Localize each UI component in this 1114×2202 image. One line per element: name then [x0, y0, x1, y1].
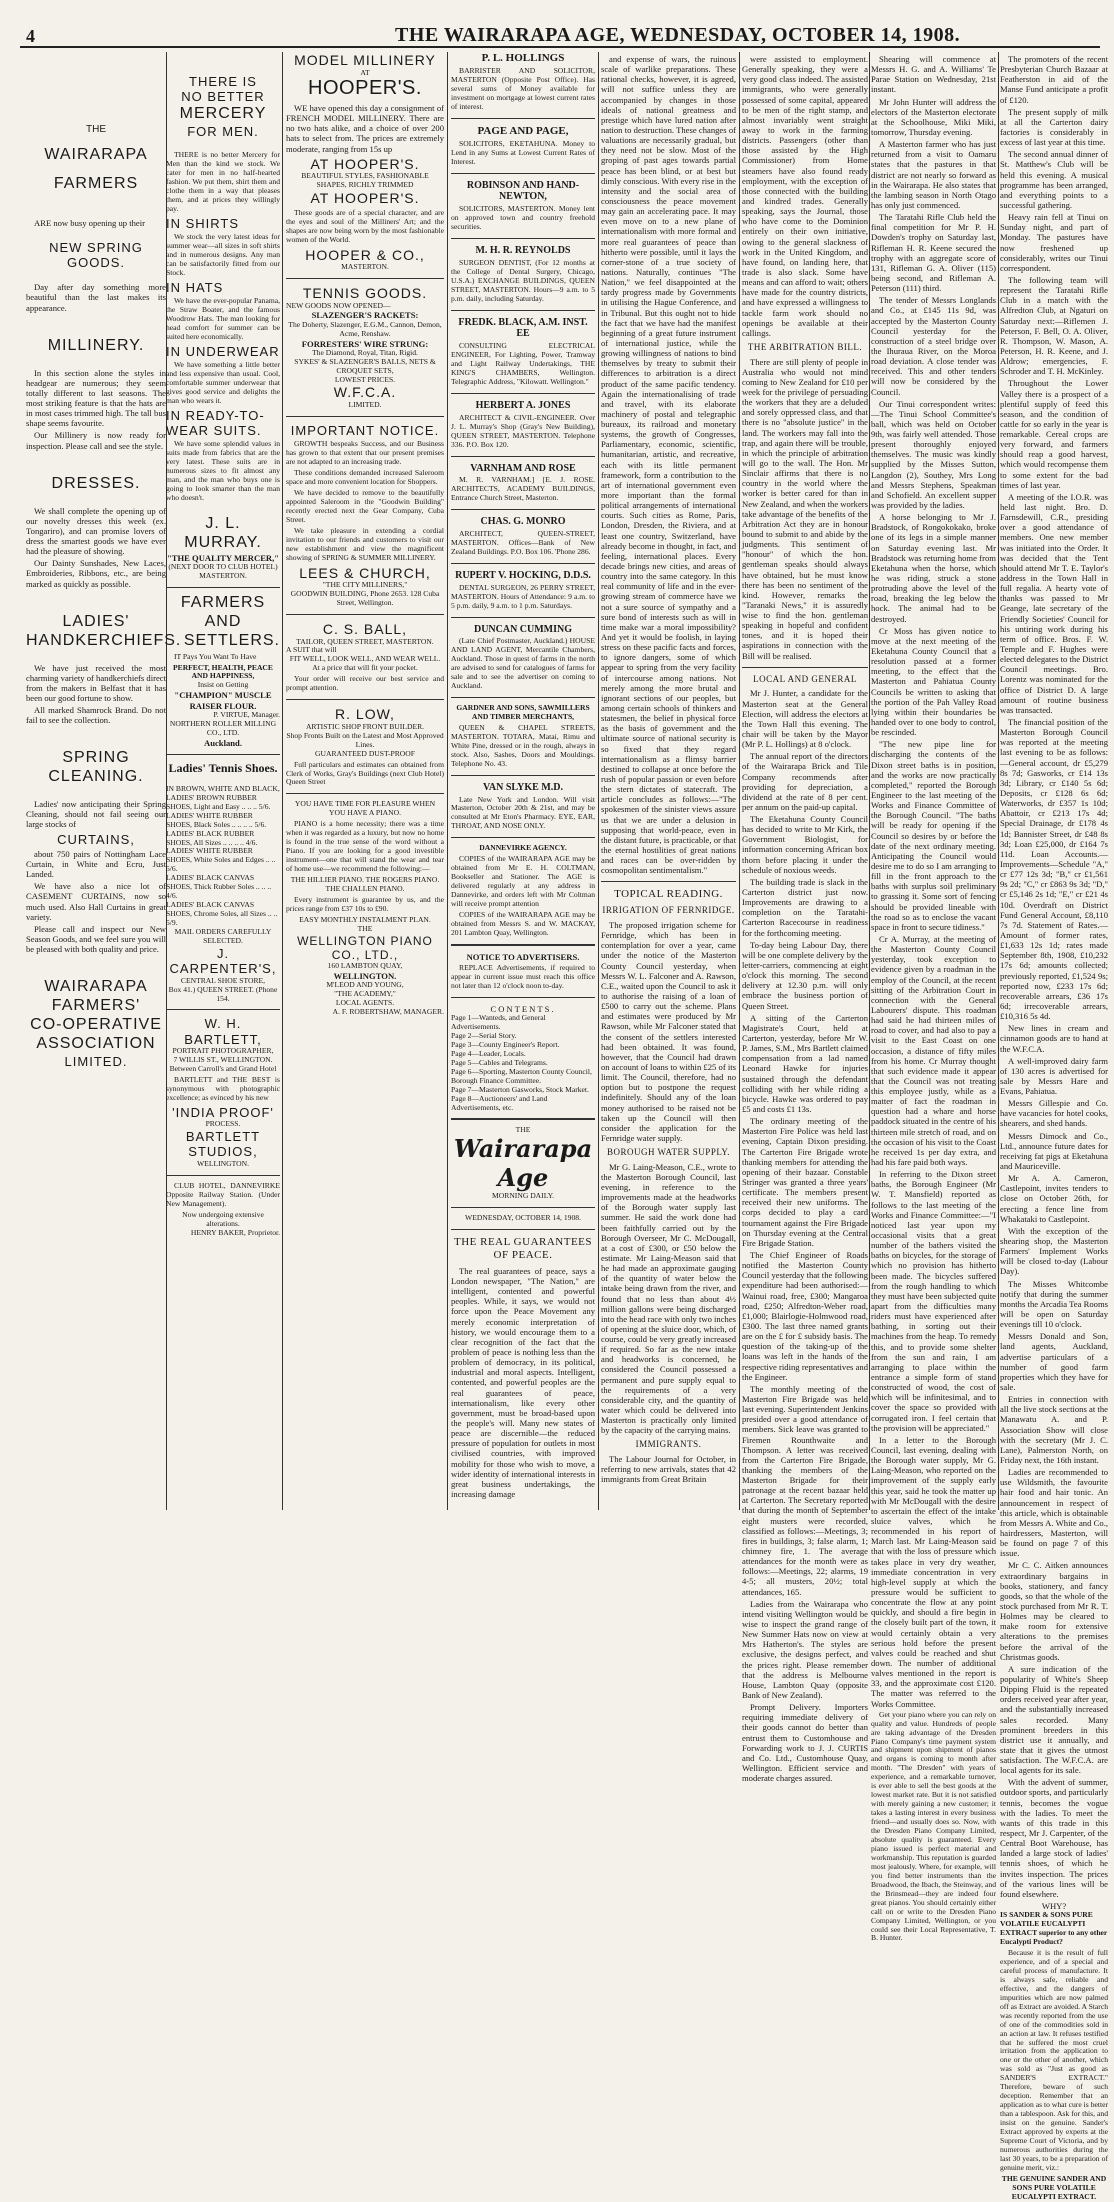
news-item: Mr C. C. Aitken announces extraordinary bargains in books, stationery, and fancy goods, so that the whole of the stock purchased from Mr R. T. Holmes may be cleared to make room for extensive alterations to the premises before the arrival of the Christmas goods. [1000, 1560, 1108, 1662]
advert-text: IT Pays You Want To Have [174, 651, 257, 661]
advert-text: LIMITED. [348, 399, 382, 409]
advert-subheading: FORRESTERS' WIRE STRUNG: [301, 338, 429, 349]
section-heading-spring-cleaning: SPRING CLEANING. [48, 749, 144, 786]
column-mercery-adverts [166, 52, 280, 1512]
advert-text: Day after day something more beautiful than the last makes its appearance. [26, 282, 166, 313]
news-item: Cr Moss has given notice to move at the next meeting of the Eketahuna County Council that a resolution passed at a former meeting, to the effect that the Masterton and Pahiatua County Councils be written to asking that the portion of the Pah Valley Road lying within their boundaries be handed over to one body to control, be rescinded. [871, 625, 996, 738]
article-headline: THE ARBITRATION BILL. [747, 341, 863, 352]
advert-heading: MERCERY [179, 104, 267, 122]
advert-text: We have the ever-popular Panama, the Straw Boater, and the famous Woodrow Hats. The man looking for head comfort for summer can be suited here economically. [166, 295, 280, 341]
signature-line: LIMITED. [64, 1053, 128, 1069]
advert-subheading: IN READY-TO-WEAR SUITS. [166, 407, 265, 439]
news-item: The present supply of milk at all the Carterton dairy factories is considerably in excess of last year at this time. [1000, 106, 1108, 148]
card-text: (Late Chief Postmaster, Auckland.) HOUSE AND LAND AGENT, Mercantile Chambers, Auckland. Those in quest of farms in the north are advised to send for catalogues of farms for sale and to see the advertiser on coming to Auckland. [451, 636, 595, 691]
news-item: In referring to the Dixon street baths, the Borough Engineer (Mr W. T. Mansfield) reported as follows to the last meeting of the Works and Finance Committee:—"I noticed last year upon my occasional visits that a great number of the bathers visited the baths on bicycles, for the storage of which no provision has hitherto been made. The bicycles suffered from the rough handling to which they must have been subjected quite apart from the difficulties many riders must have experienced after bathing, in sorting out their machines from the heap. To remedy this, and to provide some shelter from the sun and rain, I am arranging to place within the entrance a simple form of stand constructed of wood, the cost of which will be infinitesimal, and to cover the space so provided with corrugated iron. I feel certain that the provision will be appreciated." [871, 1169, 996, 1433]
card-heading: M. H. R. REYNOLDS [475, 245, 571, 257]
card-heading: DANNEVIRKE AGENCY. [479, 843, 567, 853]
advertiser-name: C. S. BALL, [322, 621, 408, 638]
advert-text: WELLINGTON. [197, 1158, 249, 1168]
advert-heading: IMPORTANT NOTICE. [290, 422, 440, 438]
advert-text: All marked Shamrock Brand. Do not fail to see the collection. [26, 705, 166, 726]
advert-text: In this section alone the styles in headgear are numerous; they seem totally different to last seasons. The most striking feature is that the hats are in most cases trimmed high. The tall bus shape seems favourite. [26, 367, 166, 429]
news-item: Get your piano where you can rely on quality and value. Hundreds of people are taking advantage of the Dresden Piano Company's time payment system and shipment upon shipment of pianos and organs is coming to month after month. "The Dresden" with years of experience, and a remarkable turnover, is ever able to sell the best goods at the lowest market rate. But it is not satisfied with merely gaining a new customer; it takes a lasting interest in every business friend—and usually does so. Now, with the Dresden Piano Company Limited, absolute quality is guaranteed. Every piano issued is perfect material and workmanship. This reputation is guarded most jealously. Where, for example, will you find better instruments than the Broadwood, the Ibach, the Steinway, and the Brinsmead—they are indeed four great pianos. You should certainly either call on or write to the Dresden Piano Company Limited, Wellington, or you could see their Local Representative, T. B. Hunter. [871, 1709, 996, 1943]
advert-subheading: IN SHIRTS [166, 215, 240, 231]
advert-subheading: SLAZENGER'S RACKETS: [311, 310, 419, 321]
news-item: Mr J. Hunter, a candidate for the Masterton seat at the General Election, will address the electors at the Town Hall this evening. The chair will be taken by the Mayor (Mr P. L. Hollings) at 8 o'clock. [742, 688, 868, 750]
news-item: The annual report of the directors of the Wairarapa Brick and Tile Company recommends after providing for depreciation, a dividend at the rate of 8 per cent. per annum on the paid-up capital. [742, 751, 868, 812]
card-heading: VAN SLYKE M.D. [482, 781, 564, 793]
notice-heading: NOTICE TO ADVERTISERS. [466, 951, 580, 962]
news-item: A meeting of the I.O.R. was held last night. Bro. D. Farnsdewill, C.R., presiding over a good attendance of members. One new member was initiated into the Order. It was decided that the Tent should attend Mr T. E. Taylor's address in the Town Hall in full regalia. A hearty vote of thanks was passed to Mr Geange, late secretary of the Friendly Societies' Council for his untiring work during his term of office. Bros. F. W. Temple and F. Hughes were elected delegates to the District Council meetings. Bro. Lorentz was nominated for the office of District D. A large amount of routine business was transacted. [1000, 491, 1108, 715]
advert-text: HENRY BAKER, Proprietor. [190, 1227, 280, 1237]
contents-item: Page 8—Auctioneers' and Land Advertisements, etc. [451, 1093, 548, 1112]
news-item: A well-improved dairy farm of 130 acres is advertised for sale by Messrs Hare and Evans, Pahiatua. [1000, 1055, 1108, 1097]
masthead-rule [20, 46, 1100, 48]
section-heading-ladies: LADIES' [62, 612, 130, 630]
advert-text: Because it is the result of full experience, and of a special and careful process of manufacture. It is always safe, reliable and effective, and the dangers of impurities which are now palmed off as Extract are avoided. A Starch was recently reported from the use of one of the commodities sold in an action at law. It refuses testified that he suffered the most cruel irritation from the application to one or the other of another, which was sold as "Just as good as SANDER'S EXTRACT." Therefore, beware of such deception. Remember that an application as to what cure is better than a tablespoon. Ask for this, and insist on the genuine. Sander's Extract approved by experts at the Supreme Court of Victoria, and by numerous authorities during the last 30 years, to be a preparation of genuine merit, viz.: [1000, 1947, 1108, 2172]
news-item: Ladies are recommended to use Wildsmith, the favourite hair food and hair tonic. An announcement in respect of this article, which is obtainable from Messrs A. White and Co., hairdressers, Masterton, will be found on page 7 of this issue. [1000, 1467, 1108, 1559]
article-text: The proposed irrigation scheme for Fernridge, which has been in contemplation for over a year, came under the notice of the Masterton County Council yesterday, when Messrs W. L. Falconer and A. Rawson, C.E., waited upon the Council to ask it to authorise the raising of a loan of £500 to carry out the scheme. Plans and estimates were produced by Mr Rawson, while Mr Falconer stated that the consent of the settlers interested had been obtained. It was found, however, that the Council had drawn on account of loans to within £25 of its limit. The Council, therefore, had no option but to postpone the request indefinitely. Should any of the loan money authorised to be raised not be taken up the Council will then consider the application for the Fernridge water supply. [601, 919, 736, 1143]
advert-text: Shop Fronts Built on the Latest and Most Approved Lines. [286, 730, 444, 749]
advert-text: about 750 pairs of Nottingham Lace Curtain, in White and Ecru, Just Landed. [26, 848, 166, 880]
card-heading: VARNHAM AND ROSE [470, 462, 576, 474]
advert-heading: NO BETTER [181, 89, 265, 105]
advertiser-name: J. L. MURRAY. [184, 515, 262, 552]
advert-text: M'LEOD AND YOUNG, [326, 980, 404, 990]
advert-text: "THE CITY MILLINERS," [322, 580, 408, 590]
advert-text: AT [360, 67, 370, 77]
advert-text: THE HILLIER PIANO. THE ROGERS PIANO. THE CHALLEN PIANO. [290, 875, 440, 894]
advert-heading: STUDIOS, [188, 1144, 258, 1160]
advert-heading: WHY? [1041, 1901, 1067, 1912]
news-item: Ladies from the Wairarapa who intend visiting Wellington would be wise to inspect the grand range of New Summer Hats now on view at Mrs Hatherton's. The styles are exclusive, the designs perfect, and the prices right. Please remember that the address is Melbourne House, Lambton Quay (opposite Bank of New Zealand). [742, 1598, 868, 1701]
advert-text: We have just received the most charming variety of handkerchiefs direct from the makers in Belfast that it has been our good fortune to show. [26, 662, 166, 703]
news-item: In a letter to the Borough Council, last evening, dealing with the Borough water supply, Mr G. Laing-Meason, who reported on the improvement of the supply early this year, said he took the matter up with Mr McDougall with the desire to ascertain the effect of the intake sluice valves, which he recommended in his report of March last. Mr Laing-Meason said that with the loss of pressure which takes place in very dry weather, immediate concentration in very high-level supply at which the pressure would be sufficient to concentrate the flow at any point quickly, and should a fire begin in the closely built part of the town, it would certainly obtain a very serious hold before the present valves could be reached and shut down. The number of additional valves mentioned in the report is 33, and the approximate cost £120. The matter was referred to the Works Committee. [871, 1434, 996, 1709]
card-heading: GARDNER AND SONS, SAWMILLERS AND TIMBER MERCHANTS, [456, 703, 590, 721]
masthead [0, 0, 1114, 46]
section-heading-millinery: MILLINERY. [47, 336, 145, 354]
news-item: The building trade is slack in the Carterton district just now. Improvements are drawing to a completion on the Taratahi-Carterton Racecourse in readiness for the forthcoming meeting. [742, 876, 868, 938]
notice-text: REPLACE Advertisements, if required to appear in current issue must reach this office not later than 12 o'clock noon to-day. [451, 962, 595, 990]
advert-text: The Diamond, Royal, Titan, Rigid. [312, 347, 418, 357]
advert-text: THE GENUINE SANDER AND SONS PURE VOLATILE EUCALYPTI EXTRACT. [1001, 2173, 1107, 2201]
advert-text: Full particulars and estimates can obtained from Clerk of Works, Gray's Buildings (next Club Hotel) Queen Street [286, 759, 444, 787]
column-professional-cards [451, 52, 595, 1512]
card-text: QUEEN & CHAPEL STREETS, MASTERTON. TOTARA, Matai, Rimu and White Pine, dressed or in the rough, always in stock. Also, Sashes, Doors and Mouldings. Telephone No. 43. [451, 722, 595, 768]
news-item: New lines in cream and cinnamon goods are to hand at the W.F.C.A. [1000, 1023, 1108, 1054]
advert-heading: THE [86, 124, 106, 135]
advert-text: P. VIRTUE, Manager. [213, 709, 280, 719]
advert-heading: TENNIS GOODS. [302, 284, 428, 301]
advert-text: Our Millinery is now ready for inspection. Please call and see the style. [26, 430, 166, 451]
advert-heading: MODEL MILLINERY [294, 52, 436, 68]
column-divider [447, 52, 448, 1510]
shoe-price-line: LADIES' WHITE RUBBER SHOES, Black Soles .. .. .. .. 5/6. [166, 810, 267, 829]
news-item: Entries in connection with all the live stock sections at the Manawatu A. and P. Association Show will close with the secretary (Mr J. C. Lane), Palmerston North, on Friday next, the 16th instant. [1000, 1394, 1108, 1465]
advert-text: At a price that will fit your pocket. [312, 663, 418, 673]
card-text: Late New York and London. Will visit Masterton, October 20th & 21st, and may be consulted at Mr Eton's Pharmacy. EYE, EAR, THROAT, AND NOSE ONLY. [451, 794, 595, 831]
shoe-price-line: LADIES' BLACK CANVAS SHOES, Thick Rubber Soles .. .. .. 4/6. [166, 873, 272, 901]
column-hoopers-adverts [286, 52, 444, 1512]
news-item: A sure indication of the popularity of White's Sheep Dipping Fluid is the repeated orders received year after year, and the substantially increased sales recorded. Many prominent breeders in this district use it annually, and state that it gives the utmost satisfaction. The W.F.C.A. are local agents for its sale. [1000, 1663, 1108, 1776]
nameplate: Wairarapa Age [453, 1134, 593, 1192]
shoe-price-line: LADIES' BLACK CANVAS SHOES, Chrome Soles, all Sizes .. .. 5/9. [166, 900, 278, 928]
advert-text: Your order will receive our best service and prompt attention. [286, 674, 444, 693]
advert-subheading: IS SANDER & SONS PURE VOLATILE EUCALYPTI EXTRACT superior to any other Eucalypti Product? [1000, 1910, 1108, 1947]
advert-subheading: IN HATS [166, 279, 224, 295]
article-text: Mr G. Laing-Meason, C.E., wrote to the Masterton Borough Council, last evening, in reference to the improvements made at the headworks of the Borough water supply last summer. He said the work done had been faithfully carried out by the Borough Overseer, Mr C. McDougall, at a cost of £300, or £50 below the estimate. Mr Laing-Meason said that he had made an approximate gauging of the quantity of water below the intake being drawn from the river, and found that no less than about 4½ million gallons were being discharged into the head race with only two inches of opening at the sluice door, which, of course, could be very greatly increased if required. So far as the new intake and headworks is concerned, he considered the Council possessed a permanent and pure supply equal to the requirements of a very considerable city, and the quantity of water which could be delivered into Masterton is practically only limited by the capacity of the carrying mains. [601, 1161, 736, 1436]
card-text: CONSULTING ELECTRICAL ENGINEER, For Lighting, Power, Tramway and Light Railway Undertakings, THE KING'S CHAMBERS, Wellington. Telegraphic Address, "Kilowatt. Wellington." [451, 341, 595, 386]
advertiser-name: R. LOW, [335, 706, 395, 723]
article-headline: IRRIGATION OF FERNRIDGE. [602, 905, 735, 916]
advertiser-name: W. H. BARTLETT, [184, 1016, 262, 1047]
column-local-news-2 [871, 52, 996, 1943]
advert-text: Now undergoing extensive alterations. [182, 1209, 264, 1228]
news-item: Our Tinui correspondent writes:—The Tinui School Committee's ball, which was held on October 9th, was fairly well attended. Those present thoroughly enjoyed themselves. The music was kindly supplied by the Misses Sutton, Langdon (2), Southey, Mrs Long and Messrs Stephens, Speakman and Schofield. An excellent supper was provided by the ladies. [871, 398, 996, 511]
shoe-price-line: LADIES' BLACK RUBBER SHOES, All Sizes .. .. .. .. 4/6. [166, 828, 258, 847]
news-item: The following team will represent the Taratahi Rifle Club in a match with the Alfredton Club, at Ngaturi on Saturday next:—Riflemen J. Peterson, F. Bell, O. A. Oliver, R. Thompson, W. Mason, A. Peterson, H. R. Keene, and J. Aldrow; emergencies, F. Schroder and T. H. McKinley. [1000, 274, 1108, 377]
news-item: Messrs Dimock and Co., Ltd., announce future dates for receiving fat pigs at Eketahuna and Mauriceville. [1000, 1130, 1108, 1172]
advertiser-name: WELLINGTON PIANO CO., LTD., [297, 933, 433, 962]
news-item: The Taratahi Rifle Club held the final competition for Mr P. H. Dowden's trophy on Saturday last, Rifleman H. R. Keene secured the trophy with an aggregate score of 131, Rifleman G. A. Oliver (115) being second, and Rifleman A. Peterson (111) third. [871, 212, 996, 294]
news-item: The Misses Whitcombe notify that during the summer months the Arcadia Tea Rooms will be open on Saturday evenings till 10 o'clock. [1000, 1278, 1108, 1330]
card-text: COPIES of the WAIRARAPA AGE may be obtained from Messrs S. and W. MACKAY, 201 Lambton Quay, Wellington. [451, 909, 595, 937]
advert-text: We have also a nice lot of CASEMENT CURTAINS, now so much used. Also Hall Curtains in great variety. [26, 881, 166, 922]
advert-text: Please call and inspect our New Season Goods, and we feel sure you will be pleased with both quality and price. [26, 923, 166, 955]
news-item: The ordinary meeting of the Masterton Fire Police was held last evening, Captain Dixon presiding. The Carterton Fire Brigade wrote thanking members for attending the opening of their bazaar. Constable Stringer was granted a three years' certificate. The members present received their new uniforms. The corps decided to play a card tournament against the Fire Brigade on Thursday evening at the Central Fire Brigade Station. [742, 1116, 868, 1248]
advert-text: GUARANTEED DUST-PROOF [315, 748, 415, 758]
contents-item: Page 4—Leader, Locals. [451, 1048, 526, 1058]
advert-heading: YOU HAVE TIME FOR PLEASURE WHEN YOU HAVE A PIANO. [294, 799, 436, 818]
advert-text: We take pleasure in extending a cordial invitation to our friends and customers to visit our new establishment and view the magnificent showing of SPRING & SUMMER MILLINERY. [286, 525, 444, 562]
news-item: The second annual dinner of St. Matthew's Club will be held this evening. A musical programme has been arranged, and everything points to a successful gathering. [1000, 149, 1108, 210]
advert-text: WELLINGTON. [333, 971, 397, 982]
column-divider [598, 52, 599, 1510]
shoe-price-line: LADIES' WHITE RUBBER SHOES, White Soles and Edges .. .. 5/6. [166, 846, 276, 874]
news-item: A horse belonging to Mr J. Bradstock, of Rongokokako, broke one of its legs in a simple manner on Saturday evening last. Mr Bradstock was returning home from Eketahuna when the horse, which he was riding, struck a stone protruding above the level of the road, breaking the leg below the hock. The animal had to be destroyed. [871, 512, 996, 624]
advert-text: THE [357, 923, 373, 933]
advert-text: Insist on Getting [197, 680, 249, 690]
advert-text: TAILOR, QUEEN STREET, MASTERTON. [296, 636, 434, 646]
advert-heading: AT HOOPER'S. [310, 190, 420, 207]
advert-heading: THERE IS [189, 74, 257, 89]
advert-text: We stock the very latest ideas for summer wear—all sizes in soft shirts and in numerous designs. Any man can be satisfactorily fitted from our Stock. [166, 231, 280, 277]
card-text: SOLICITORS, MASTERTON. Money lent on approved town and country freehold securities. [451, 204, 595, 232]
advert-text: We have some splendid values in suits made from fabrics that are the very latest. These suits are in numerous sizes to fit almost any man, and the man who buys one is going to look smarter than the man who doesn't. [166, 439, 280, 503]
advert-subheading: NEW SPRING GOODS. [49, 239, 143, 271]
news-item: A Masterton farmer who has just returned from a visit to Oamaru states that the pastures in that district are not nearly so forward as in the Wairarapa. He also states that the lambing season in North Otago has only just commenced. [871, 139, 996, 210]
advert-text: NORTHERN ROLLER MILLING CO., LTD. [169, 718, 277, 737]
advert-text: EASY MONTHLY INSTALMENT PLAN. [299, 914, 431, 924]
advert-text: LOCAL AGENTS. [335, 998, 395, 1008]
advert-text: PERFECT, HEALTH, PEACE AND HAPPINESS, [172, 662, 273, 681]
news-item: Shearing will commence at Messrs H. G. and A. Williams' Te Parae Station on Wednesday, 21st instant. [871, 54, 996, 95]
shoe-price-line: LADIES' BROWN RUBBER SHOES, Light and Easy .. .. .. 5/6. [166, 792, 271, 811]
advert-text: LOWEST PRICES. [334, 374, 396, 384]
advert-heading: AT HOOPER'S. [310, 155, 420, 172]
advert-text: "CHAMPION" MUSCLE RAISER FLOUR. [174, 690, 272, 711]
advert-text: Our Dainty Sunshades, New Laces, Embroideries, Ribbons, etc., are being marked as quickly as possible. [26, 558, 166, 589]
card-heading: ROBINSON AND HAND-NEWTON, [466, 179, 580, 203]
advert-text: PIANO is a home necessity; there was a time when it was regarded as a luxury, but now no home is found in the true sense of the word without a Piano. If you are looking for a good investible instrument—one that will stand the wear and tear of home use—we recommend the following:— [286, 819, 444, 874]
column-divider [282, 52, 283, 1510]
advert-text: MAIL ORDERS CAREFULLY SELECTED. [174, 927, 272, 946]
issue-date: WEDNESDAY, OCTOBER 14, 1908. [465, 1213, 581, 1222]
news-item: Heavy rain fell at Tinui on Sunday night, and part of Monday. The pastures have now freshened up considerably, writes our Tinui correspondent. [1000, 212, 1108, 273]
page-number: 4 [26, 26, 35, 46]
card-text: BARRISTER AND SOLICITOR, MASTERTON (Opposite Post Office). Has several sums of Money available for investment on mortgage at lowest current rates of interest. [451, 65, 595, 111]
news-item: A sitting of the Carterton Magistrate's Court, held at Carterton, yesterday, before Mr W. P. James, S.M., Mrs Bartlett claimed compensation from a lad named Leonard Hawke for injuries sustained through the defendant colliding with her while riding a bicycle. Hawke was ordered to pay £5 and costs £1 13s. [742, 1012, 868, 1114]
advert-heading: Ladies' Tennis Shoes. [168, 760, 278, 775]
card-text: M. R. VARNHAM.] [E. J. ROSE. ARCHITECTS, ACADEMY BUILDINGS, Entrance Church Street, Masterton. [451, 475, 595, 503]
news-item: Throughout the Lower Valley there is a prospect of a plentiful supply of feed this season, and the condition of cattle for so early in the year is remarkable. Cereal crops are very forward, and farmers should reap a good harvest, which would recompense them to some extent for the bad times of last year. [1000, 378, 1108, 490]
contents-item: Page 7—Masterton Gasworks, Stock Market. [451, 1084, 589, 1094]
news-item: Mr John Hunter will address the electors of the Masterton electorate at the Schoolhouse, Miki Miki, tomorrow, Thursday evening. [871, 96, 996, 137]
column-local-news [742, 52, 868, 1784]
news-item: The financial position of the Masterton Borough Council was reported at the meeting last evening to be as follows:—General account, dr £5,279 8s 7d; Gasworks, cr £14 13s 3d; Library, cr £140 5s 6d; Deposits, cr £128 6s 6d; Waterworks, dr £357 1s 10d; Abattoir, cr £213 17s 4d; Special Drainage, dr £178 4s 1d; Bannister Street, dr £48 8s 3d; Loan £25,000, dr £164 7s 11d. Loan Accounts.—Improvements—Schedule "A," cr £77 12s 3d; "B," cr £1,561 9s 2d; "C," cr £863 9s 3d; "D," cr £5,146 2s 1d; "E," cr £21 4s 10d. Overdraft on District Fund General Account, £8,110 7s 7d. Statement of Rates.—Amount of former rates, £1,633 12s 1d; rates made September 8th, 1908, £10,232 17s 6d; amounts collected; previously reported, £1,524 9s; reported now, £233 17s 6d; recoverable arrears, £36 17s 6d; irrecoverable arrears, £10,316 5s 4d. [1000, 717, 1108, 1022]
advert-text: "THE ACADEMY," [334, 989, 396, 999]
advert-text: Ladies' now anticipating their Spring Cleaning, should not fail seeing our large stocks of [26, 799, 166, 830]
advert-text: GOODWIN BUILDING, Phone 2653. 128 Cuba Street, Wellington. [290, 589, 440, 608]
card-text: ARCHITECT, QUEEN-STREET, MASTERTON. Offices—Bank of New Zealand Buildings. P.O. Box 106. 'Phone 286. [451, 529, 595, 556]
advert-text: We have decided to remove to the beautifully appointed Saleroom in the "Goodwin Building" recently erected next the Gear Company, Cuba Street. [286, 488, 444, 524]
news-item: The Eketahuna County Council has decided to write to Mr Kirk, the Government Biologist, for information concerning African box thorn before placing it under the schedule of noxious weeds. [742, 814, 868, 875]
card-heading: RUPERT V. HOCKING, D.D.S. [455, 569, 591, 581]
card-heading: DUNCAN CUMMING [473, 623, 573, 635]
advert-heading: SETTLERS. [183, 631, 280, 649]
advert-text: THERE is no better Mercery for Men than the kind we stock. We cater for men in no half-hearted fashion. We put them, shirt them and clothe them in a way that pleases them, and at prices they willingly pay. [166, 149, 280, 213]
card-heading: HERBERT A. JONES [475, 399, 571, 411]
signature-line: WAIRARAPA [44, 978, 148, 996]
advert-text: MASTERTON. [199, 570, 247, 580]
article-text: There are still plenty of people in Australia who would not mind coming to New Zealand for £10 per week for the privilege of persuading the workers that they are a deluded and sorely oppressed class, and that there is no "absolute justice" in the land. The workers may fall into the trap, and again there will be trouble, in which the principle of arbitration will go to the wall. The Hon. Mr Sinclair affirms that there is no country in the world where the worker is better cared for than in New Zealand, and when the workers take advantage of the benefits of the Arbitration Act they are in honour bound to submit to and abide by the judgments. This sentiment of "honour" of which the hon. gentleman speaks should always have obtained, but he must know there has been no sentiment of the kind. However, remarks the "Taranaki News," it is assuredly wise to find the hon. gentleman speaking in hopeful and confident tones, and it is hoped their aspirations in connection with the Bill will be realised. [742, 356, 868, 661]
news-item: The Chief Engineer of Roads notified the Masterton County Council yesterday that the following expenditure had been authorised:—Wainui road, free, £300; Mangaroa road, £250; Alfredton-Weber road, £1,000; Blairlogie-Holmwood road, £300. The last three named grants are on the £ for £ subsidy basis. The question of the taking-up of the loans was left in the hands of the respective riding representatives and the Engineer. [742, 1249, 868, 1382]
article-text: were assisted to employment. Generally speaking, they were a very good class indeed. The assisted immigrants, who were generally possessed of some capital, appeared to be men of the right stamp, and almost invariably went straight away to work in the farming districts. Passengers (other than those assisted by the High Commissioner) from Home steamers have also found ready employment, with the exception of those connected with the building and kindred trades. Generally speaking, says the Journal, those who have come to the Dominion entirely on their own initiative, owing to the general slackness of work in the United Kingdom, and have found, on landing here, that trade is also slack. Some have means and can afford to wait; others have made for the country districts, and have expressed a willingness to tackle farm work should no openings be available at their callings. [742, 54, 868, 338]
advert-text: PORTRAIT PHOTOGRAPHER, [172, 1046, 274, 1056]
advert-text: (NEXT DOOR TO CLUB HOTEL) [168, 562, 278, 572]
column-divider [998, 52, 999, 1510]
card-heading: CHAS. G. MONRO [480, 516, 566, 528]
column-divider [869, 52, 870, 1510]
advert-text: ARTISTIC SHOP FRONT BUILDER. [305, 721, 425, 731]
advertiser-name: HOOPER'S. [308, 77, 422, 100]
card-heading: PAGE AND PAGE, [477, 124, 569, 137]
shoe-price-line: IN BROWN, WHITE AND BLACK, [166, 783, 280, 793]
card-text: SOLICITORS, EKETAHUNA. Money to Lend in any Sums at Lowest Current Rates of Interest. [451, 138, 595, 166]
advert-text: Box 41.) QUEEN STREET. (Phone 154. [168, 984, 278, 1003]
news-item: Cr A. Murray, at the meeting of the Masterton County Council yesterday, took exception to evidence given by a roadman in the employ of the Council, at the recent sitting of the Arbitration Court in connection with the General Labourers' dispute. This roadman had said he had thirteen miles of road to cover, and had also to pay a visit to the East Coast on one occasion, a distance of fifty miles from his home. Cr Murray thought that such evidence made it appear that the Council was not treating this employee justly, while as a matter of fact the roadman in question had a whare and horse paddock situated in the centre of his thirteen mile stretch of road, and on the occasion of his visit to the Coast he received 1s per day extra, and had his fare paid both ways. [871, 933, 996, 1168]
advert-text: The Doherty, Slazenger, E.G.M., Cannon, Demon, Acme, Renshaw. [288, 319, 442, 338]
signature-line: CO-OPERATIVE [30, 1016, 162, 1034]
advert-text: A SUIT that will [286, 645, 337, 655]
section-heading: LOCAL AND GENERAL [753, 673, 857, 684]
advert-text: BEAUTIFUL STYLES, FASHIONABLE SHAPES, RICHLY TRIMMED [301, 171, 429, 190]
advert-heading: 'INDIA PROOF' [172, 1104, 274, 1120]
news-item: Messrs Gillespie and Co. have vacancies for hotel cooks, shearers, and shed hands. [1000, 1098, 1108, 1129]
contents-heading: CONTENTS. [490, 1003, 556, 1014]
news-item: The monthly meeting of the Masterton Fire Brigade was held last evening. Superintendent Jenkins presided over a good attendance of members. Sick leave was granted to Firemen Rounthwaite and Thompson. A letter was received from the Carterton Fire Brigade, thanking the members of the Masterton Brigade for their patronage at the recent bazaar held at Carterton. The Secretary reported that during the month of September eight musters were recorded, classified as follows:—Meetings, 3; fires in buildings, 3; false alarm, 1; chimney fire, 1. The average attendances for the month were as follows:—Meetings, 22; alarms, 19 4-5; all musters, 20½; total attendances, 165. [742, 1383, 868, 1597]
article-headline: IMMIGRANTS. [635, 1439, 702, 1450]
news-item: The promoters of the recent Presbyterian Church Bazaar at Featherston in aid of the Manse Fund anticipate a profit of £120. [1000, 54, 1108, 105]
advert-heading: FOR MEN. [187, 123, 259, 139]
advert-subheading: CURTAINS, [57, 831, 135, 847]
card-text: SURGEON DENTIST, (For 12 months at the College of Dental Surgery, Chicago, U.S.A.) EXCHANGE BUILDINGS, QUEEN STREET, MASTERTON. Hours—9 a.m. to 5 p.m. daily, including Saturday. [451, 257, 595, 303]
column-leader-continued [601, 52, 736, 1512]
advert-text: 160 LAMBTON QUAY, [327, 961, 403, 971]
advert-heading: FARMERS [53, 174, 139, 192]
advert-text: 7 WILLIS ST., WELLINGTON. [173, 1055, 273, 1065]
advert-text: PROCESS. [205, 1119, 241, 1129]
card-text: ARCHITECT & CIVIL-ENGINEER. Over J. L. Murray's Shop (Gray's New Building), QUEEN STREET, MASTERTON. Telephone 336. P.O. Box 120. [451, 412, 595, 449]
news-item: The tender of Messrs Longlands and Co., at £145 11s 9d, was accepted by the Masterton County Council yesterday for the construction of a steel bridge over the Ihuraua River, on the Moroa road deviation. A close tender was received. This and other tenders will now be considered by the Council. [871, 295, 996, 397]
card-heading: P. L. HOLLINGS [481, 52, 565, 64]
advert-text: Between Carroll's and Grand Hotel [169, 1064, 277, 1074]
advert-text: GROWTH bespeaks Success, and our Business has grown to that extent that our present premises are not adapted to an increasing trade. [286, 439, 444, 467]
article-text: The Labour Journal for October, in referring to new arrivals, states that 42 immigrants from Great Britain [601, 1454, 736, 1485]
advertiser-name: HOOPER & CO., [305, 246, 425, 263]
column-wfca-advert [26, 52, 182, 1512]
contents-item: Page 2—Serial Story. [451, 1030, 517, 1040]
card-heading: FREDK. BLACK, A.M. INST. EE [458, 316, 588, 340]
advert-text: MASTERTON. [341, 262, 389, 272]
signature-line: ASSOCIATION [36, 1034, 156, 1052]
advertiser-name: LEES & CHURCH, [299, 564, 431, 581]
advert-text: "THE QUALITY MERCER," [166, 552, 280, 563]
advert-text: These goods are of a special character, and are the eyes and soul of the Milliners' Art; and the shapes are now being worn by the most fashionable women of the World. [286, 207, 444, 244]
advert-heading: FARMERS AND [180, 593, 266, 630]
column-divider [739, 52, 740, 1510]
advert-text: We shall complete the opening up of our novelty dresses this week (ex. Tongariro), and can promise lovers of dress the smartest goods we have ever had the pleasure of showing. [26, 505, 166, 557]
section-heading-dresses: DRESSES. [51, 474, 141, 492]
advert-text: Auckland. [204, 737, 242, 748]
section-heading: TOPICAL READING. [614, 888, 723, 901]
advert-text: FIT WELL, LOOK WELL, AND WEAR WELL. [289, 654, 441, 664]
advert-text: ARE now busy opening up their [34, 217, 145, 228]
column-local-news-3 [1000, 52, 1108, 2201]
advert-text: We have something a little better and less expensive than usual. Cool, comfortable summer underwear that gives good service and delights the man who wears it. [166, 360, 280, 405]
advertiser-name: J. CARPENTER'S, [169, 945, 277, 977]
article-headline: BOROUGH WATER SUPPLY. [606, 1147, 731, 1158]
leader-headline: THE REAL GUARANTEES OF PEACE. [453, 1235, 593, 1261]
contents-item: Page 1—Wanteds, and General Advertisements. [451, 1012, 546, 1031]
card-text: DENTAL SURGEON, 26 PERRY STREET, MASTERTON. Hours of Attendance: 9 a.m. to 5 p.m. daily, 9 a.m. to 1 p.m. Saturdays. [451, 582, 595, 610]
advert-heading: BARTLETT [185, 1129, 261, 1145]
news-item: Messrs Donald and Son, land agents, Auckland, advertise particulars of a number of good farm properties which they have for sale. [1000, 1331, 1108, 1392]
nameplate-the: THE [515, 1125, 531, 1135]
advert-text: CENTRAL SHOE STORE, [180, 975, 266, 985]
news-item: With the advent of summer, outdoor sports, and particularly tennis, becomes the vogue with the ladies. To meet the wants of this trade in this respect, Mr J. Carpenter, of the Central Boot Warehouse, has landed a large stock of ladies' tennis shoes, of which he invites inspection. The prices of the various lines will be found elsewhere. [1000, 1777, 1108, 1899]
contents-item: Page 6—Sporting, Masterton County Council, Borough Finance Committee. [451, 1066, 592, 1085]
contents-item: Page 5—Cables and Telegrams. [451, 1057, 548, 1067]
signature-line: FARMERS' [51, 997, 141, 1015]
advert-text: SYKES' & SLAZENGER'S BALLS, NETS & CROQUET SETS, [294, 356, 436, 375]
nameplate-subtitle: MORNING DAILY. [492, 1191, 554, 1201]
advert-text: NEW GOODS NOW OPENED— [286, 300, 391, 310]
advert-text: These conditions demanded increased Saleroom space and more convenient location for Shoppers. [286, 468, 444, 487]
advert-heading: WAIRARAPA [44, 145, 148, 163]
advert-text: Every instrument is guarantee by us, and the prices range from £37 10s to £90. [286, 894, 444, 913]
advertiser-name: W.F.C.A. [333, 384, 397, 401]
advert-subheading: IN UNDERWEAR [166, 343, 280, 359]
leader-text: and expense of wars, the ruinous scale of warlike preparations. These rational checks, however, it is agreed, will not suffice unless they are accompanied by changes in those ideals of national greatness and prestige which have lured nation after nation to destruction. These changes of valuations are necessarily gradual, but they need not be slow. Most of the groping of past ages towards partial peace has been blind, or at best but dimly conscious. With every rise in the intensity and the social area of consciousness the peace movement may gain an accelerating pace. It may even move on to a new plane of internationalism with more formal and more real guarantees of peace than hitherto were possible, until it lays the corner-stone of a true society of nations. Naturally, continues "The Nation," we feel disappointed at the tardy progress made by Governments in utilising the Hague Conference, and in Tribunal. But this ought not to hide the fact that we have had the manifest beginning of a great future instrument of international justice, while the growing willingness of nations to bind themselves by treaty to submit their differences to arbitration is a direct product of the same pacific tendency. Again the internationalising of trade and travel, with its elaborate machinery of postal and telegraphic bureaux, its railroad and monetary systems, the growth of Congresses, Parliamentary, economic, scientific, humanitarian, artistic, and recreative, each with its little permanent framework, form a contribution to the art of international government even more important than the formal political arrangements of international courts. Such cities as Rome, Paris, London, Dresden, the Riviera, and at least one country, Switzerland, have already become in thought, in fact, and feeling, international places. Every decade brings new cities, and areas of country into the same category. In this real community of life and in the ever-growing stream of commerce have we not a sure source of sympathy and a sure bond of interests such as will in time make war a moral impossibility? And yet it would be foolish, in laying stress on these pacific facts and forces, to ignore dangers, some of which appear to spring from the very facility of intercourse among nations. Not merely among the more brutal and ignorant sections of our peoples, but among certain schools of thinkers and statesmen, the belief in physical force as the basis of government and the ultimate source of national security is so fixed that they regard internationalism as a flimsy barrier destined to collapse at once before the rush of popular passion or even before the stern dictates of statecraft. The article concludes as follows:—"The spokesmen of the sinister views assure us that we are under a delusion in supposing that world-peace, even in the distant future, is practicable, or that the eternal hostilities of great nations and races can be over-ridden by cosmopolitan sentimentalism." [601, 54, 736, 876]
advert-text: BARTLETT and THE BEST is synonymous with photographic excellence; as evinced by his new [166, 1075, 280, 1102]
news-item: With the exception of the shearing shop, the Masterton Farmers' Implement Works will be closed to-day (Labour Day). [1000, 1225, 1108, 1277]
card-text: COPIES of the WAIRARAPA AGE may be obtained from Mr E. H. COLTMAN, Bookseller and Stationer. The AGE is delivered regularly at any address in Dannevirke, and orders left with Mr Coltman will receive prompt attention [451, 854, 595, 909]
news-item: Mr A. A. Cameron, Castlepoint, invites tenders to close on October 26th, for erecting a fence line from Whakataki to Castlepoint. [1000, 1173, 1108, 1224]
advert-text: WE have opened this day a consignment of FRENCH MODEL MILLINERY. There are no two hats alike, and a choice of over 200 hats to select from. The prices are extremely moderate, ranging from 15s up [286, 103, 444, 154]
newspaper-title: THE WAIRARAPA AGE, WEDNESDAY, OCTOBER 14, 1908. [395, 24, 961, 46]
advert-text: CLUB HOTEL, DANNEVIRKE Opposite Railway Station. (Under New Management). [166, 1180, 280, 1208]
contents-item: Page 3—County Engineer's Report. [451, 1039, 560, 1049]
news-item: To-day being Labour Day, there will be one complete delivery by the letter-carriers, commencing at eight o'clock this morning. The second delivery at 12.30 p.m. will only embrace the business portion of Queen Street. [742, 939, 868, 1011]
section-heading-handkerchiefs: HANDKERCHIEFS. [26, 631, 182, 649]
news-item: "The new pipe line for discharging the contents of the Dixon street baths is in position, and the works are now practically completed," reported the Borough Engineer to the last meeting of the Works and Finance Committee of the Borough Council. "The baths will be ready for opening if the Council so desires by or before the date of the next ordinary meeting. Anticipating the Council would desire me to do so I am arranging to fill in the front approach to the baths with surplus soil preliminary to grassing it. Some sort of fencing should be provided lineable with the road so as to enclose the vacant space in front to secure tidiness." [871, 739, 996, 932]
advert-text: A. F. ROBERTSHAW, MANAGER. [332, 1007, 444, 1017]
leader-text: The real guarantees of peace, says a London newspaper, "The Nation," are intelligent, contented and powerful peoples. While, it says, we would not force upon the Peace Movement any merely economic interpretation of history, we would encourage them to a clear recognition of the fact that the problem of peace is nothing less than the problem of democracy, in its political, industrial and moral aspects. Intelligent, contented, and powerful peoples are the real guarantees of peace, internationalism, like every other government, must be broad-based upon the people's will. Many new states of peace are discernible—the reduced pressure of population for outlets in most civilised countries, with improved mobility for those who wish to move, a wider identity of international interests in great business undertakings, the increasing damage [451, 1265, 595, 1499]
news-item: Prompt Delivery. Importers requiring immediate delivery of their goods cannot do better than entrust them to Customhouse and Forwarding work to J. J. CURTIS and Co. Ltd., Customhouse Quay, Wellington. Efficient service and moderate charges assured. [742, 1702, 868, 1784]
